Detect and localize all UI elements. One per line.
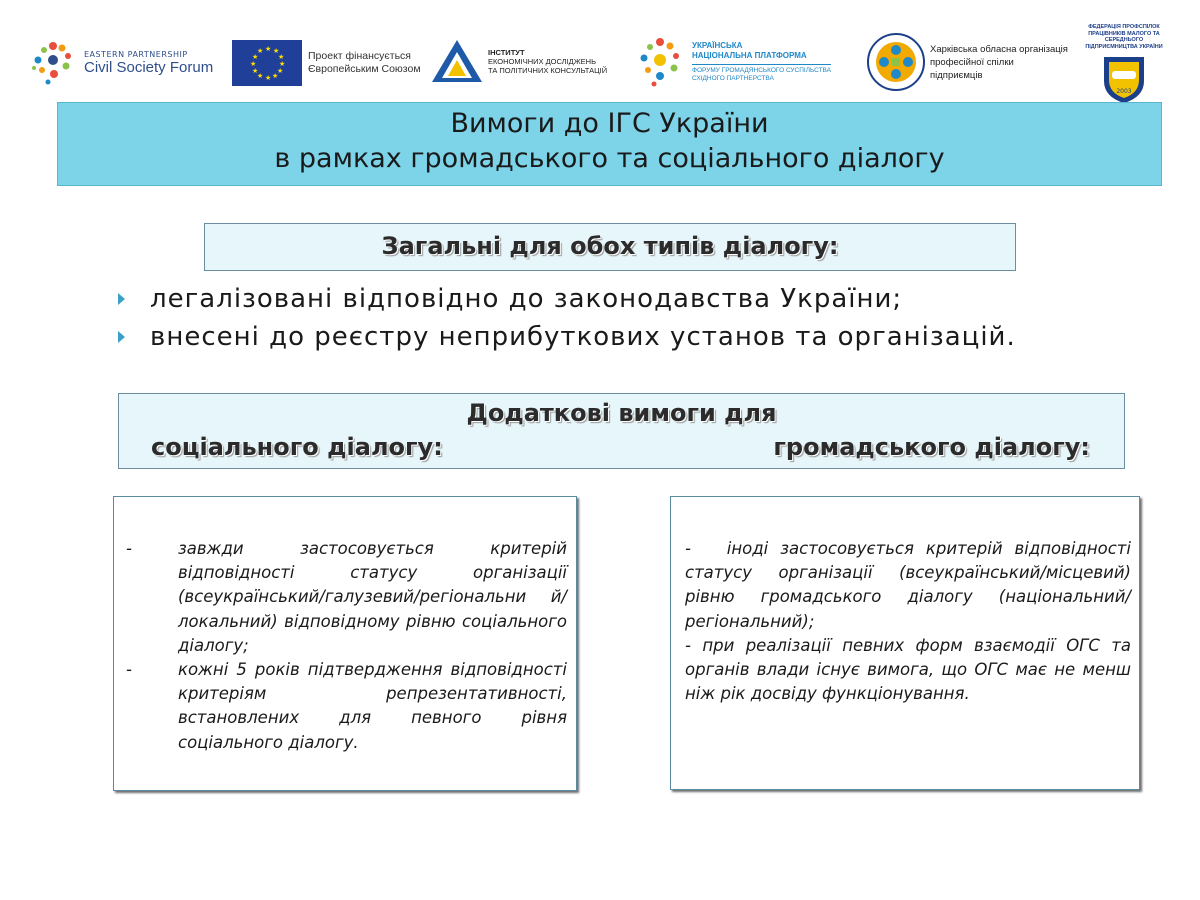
kharkiv-line3: підприємців [930, 69, 983, 81]
title-line1: Вимоги до ІГС України [450, 108, 769, 139]
eap-csf-logo [28, 38, 213, 88]
svg-text:★: ★ [265, 45, 272, 53]
federation-logo [1076, 24, 1172, 105]
unp-line4: СХІДНОГО ПАРТНЕРСТВА [692, 75, 774, 82]
ier-triangle-icon [430, 38, 484, 84]
svg-text:★: ★ [277, 67, 284, 75]
kharkiv-line1: Харківська обласна організація [930, 43, 1068, 55]
civic-dialogue-label: громадського діалогу: [773, 433, 1090, 461]
eu-flag-icon [232, 40, 302, 86]
eap-dots-icon [28, 38, 78, 88]
slide-title [57, 102, 1162, 186]
bullet-text: легалізовані відповідно до законодавства України; [150, 284, 903, 314]
ier-line1: ІНСТИТУТ [488, 47, 525, 57]
svg-text:★: ★ [279, 60, 286, 68]
title-line2: в рамках громадського та соціального діалогу [274, 143, 945, 174]
social-dialogue-panel [113, 496, 577, 791]
list-item: - при реалізації певних форм взаємодії ОГС та органів влади існує вимога, що ОГС має не менш ніж рік досвіду функціонування. [685, 635, 1131, 704]
kharkiv-line2: професійної спілки [930, 56, 1014, 68]
unp-dots-icon [632, 34, 688, 90]
item-dash: - [126, 660, 132, 680]
kharkiv-emblem-icon [866, 32, 926, 92]
federation-badge-year: 2003 [1116, 88, 1132, 95]
svg-text:★: ★ [252, 53, 259, 61]
list-item [118, 280, 1118, 318]
common-bullet-list [118, 280, 1118, 356]
additional-heading: Додаткові вимоги для [466, 399, 777, 427]
civic-dialogue-panel [670, 496, 1140, 790]
unp-line3: ФОРУМУ ГРОМАДЯНСЬКОГО СУСПІЛЬСТВА [692, 67, 832, 74]
social-dialogue-label: соціального діалогу: [151, 433, 443, 461]
unp-line1: УКРАЇНСЬКА [692, 41, 743, 50]
list-item [126, 537, 567, 658]
eu-logo [232, 40, 421, 86]
list-item [126, 658, 567, 755]
eu-line2: Європейським Союзом [308, 63, 421, 75]
svg-text:★: ★ [257, 47, 264, 55]
svg-text:★: ★ [272, 72, 279, 80]
fed-line1: ФЕДЕРАЦІЯ ПРОФСПІЛОК [1088, 24, 1160, 30]
item-dash: - [126, 539, 132, 558]
svg-text:★: ★ [257, 72, 264, 80]
federation-shield-icon [1098, 53, 1150, 105]
bullet-arrow-icon [118, 331, 125, 343]
fed-line2: ПРАЦІВНИКІВ МАЛОГО ТА СЕРЕДНЬОГО [1088, 30, 1160, 43]
svg-text:★: ★ [265, 74, 272, 82]
unp-logo [632, 34, 831, 90]
additional-heading-box [118, 393, 1125, 469]
list-item: - іноді застосовується критерій відповідності статусу організації (всеукраїнський/місцевий) рівню громадського діалогу (національний/регіональний); [685, 539, 1137, 631]
common-heading-box [204, 223, 1016, 271]
ier-logo [430, 38, 607, 84]
ier-line2: ЕКОНОМІЧНИХ ДОСЛІДЖЕНЬ [488, 56, 597, 66]
eap-line1: EASTERN PARTNERSHIP [84, 50, 188, 59]
unp-line2: НАЦІОНАЛЬНА ПЛАТФОРМА [692, 51, 807, 60]
svg-text:★: ★ [250, 60, 257, 68]
item-text: кожні 5 років підтвердження відповідності критеріям репрезентативності, встановлених для певного рівня соціального діалогу. [178, 660, 567, 752]
ier-line3: ТА ПОЛІТИЧНИХ КОНСУЛЬТАЦІЙ [488, 65, 608, 75]
kharkiv-logo [866, 32, 1068, 92]
eap-line2: Civil Society Forum [84, 59, 214, 76]
common-heading: Загальні для обох типів діалогу: [381, 232, 839, 260]
svg-text:★: ★ [273, 47, 280, 55]
svg-text:★: ★ [278, 53, 285, 61]
bullet-arrow-icon [118, 293, 125, 305]
item-text: завжди застосовується критерій відповідності статусу організації (всеукраїнський/галузевий/регіональни й/локальний) відповідному рівню соціального діалогу; [178, 539, 567, 655]
svg-text:★: ★ [252, 67, 259, 75]
bullet-text: внесені до реєстру неприбуткових установ та організацій. [150, 322, 1016, 352]
logo-bar [0, 0, 1200, 100]
eu-line1: Проект фінансується [308, 50, 411, 62]
fed-line3: ПІДПРИЄМНИЦТВА УКРАЇНИ [1085, 43, 1163, 50]
list-item [118, 318, 1118, 356]
